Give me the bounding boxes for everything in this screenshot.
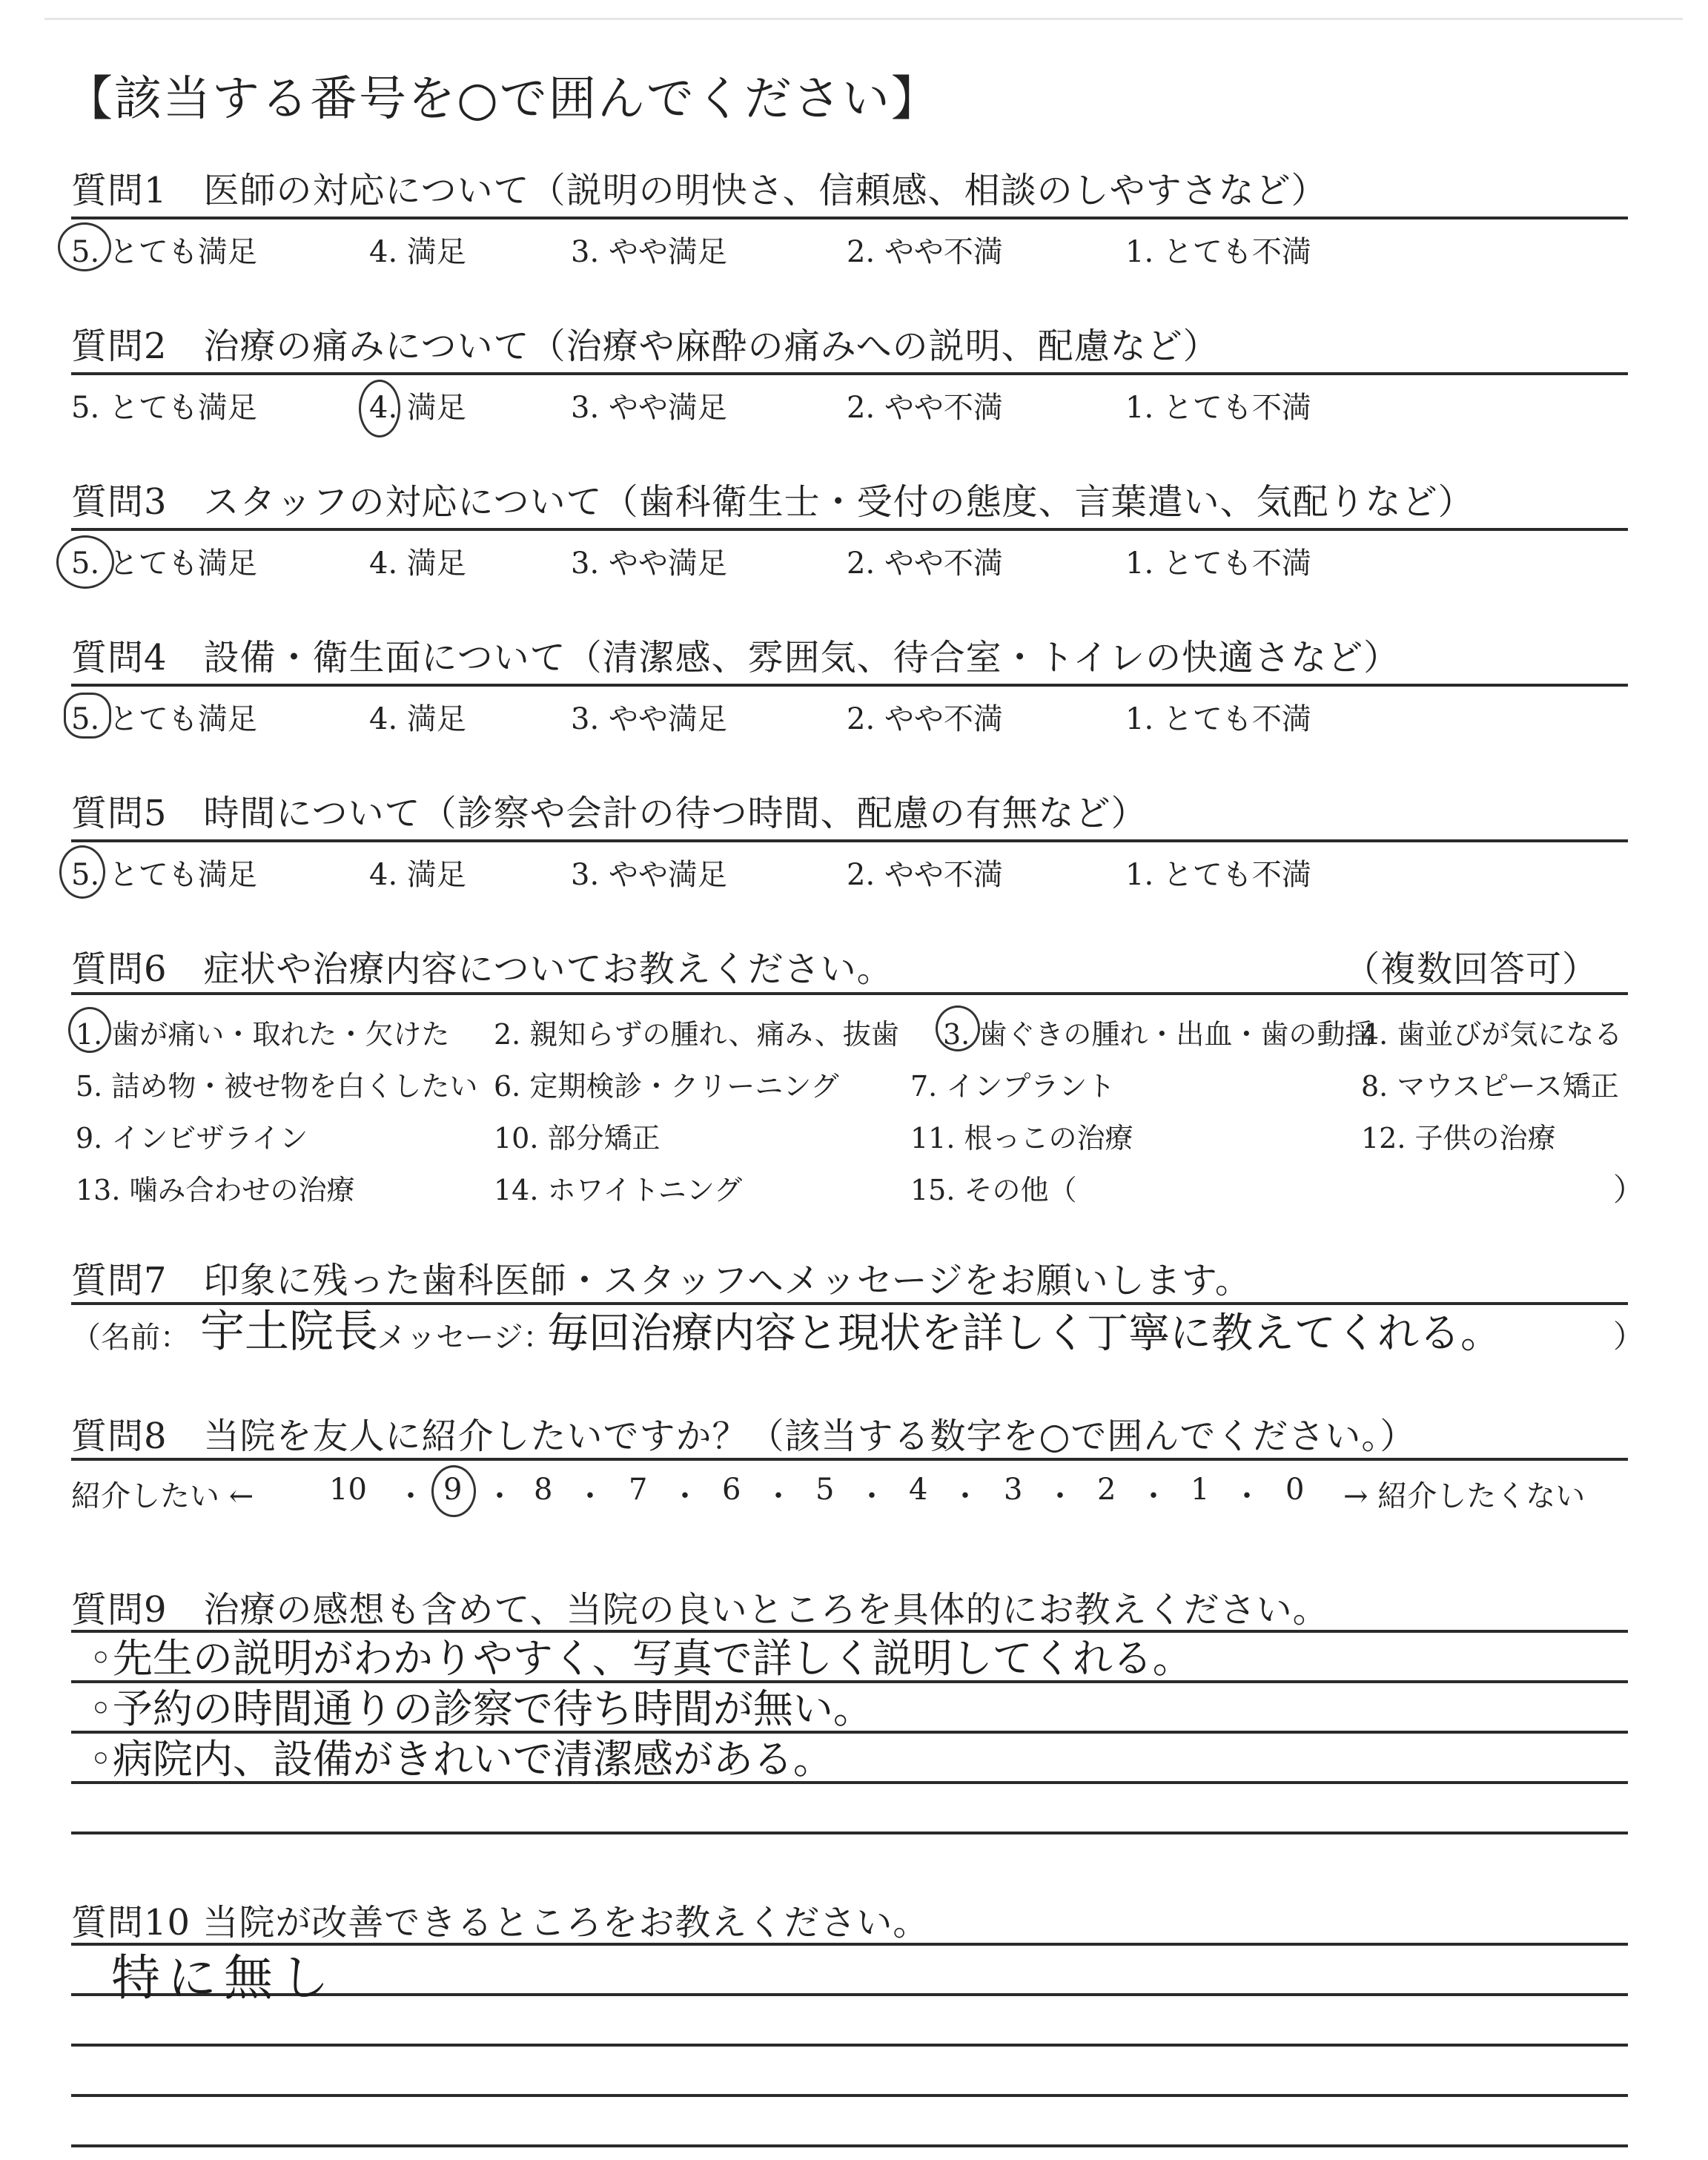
q6-item-3[interactable]: 3. 歯ぐきの腫れ・出血・歯の動揺	[943, 1018, 1374, 1051]
q8-separator: ・	[857, 1479, 887, 1513]
question-6-rule	[71, 992, 1628, 995]
q3-option-5[interactable]: 5. とても満足	[71, 546, 257, 581]
q8-separator: ・	[670, 1479, 700, 1513]
q6-item-1-circle	[68, 1007, 111, 1053]
question-5-title: 質問5 時間について（診察や会計の待つ時間、配慮の有無など）	[71, 793, 1148, 834]
q6-item-1[interactable]: 1. 歯が痛い・取れた・欠けた	[76, 1018, 450, 1051]
question-4-rule	[71, 684, 1628, 687]
q8-number-1[interactable]: 1	[1191, 1473, 1210, 1507]
question-10-title: 質問10 当院が改善できるところをお教えください。	[71, 1902, 930, 1943]
q10-answer-1[interactable]: 特に無し	[111, 1949, 337, 2007]
q4-option-5[interactable]: 5. とても満足	[71, 702, 257, 736]
q6-item-4[interactable]: 4. 歯並びが気になる	[1361, 1018, 1623, 1051]
q2-selected-circle	[359, 380, 400, 437]
question-7-title: 質問7 印象に残った歯科医師・スタッフへメッセージをお願いします。	[71, 1260, 1251, 1301]
question-6-title: 質問6 症状や治療内容についてお教えください。	[71, 948, 893, 990]
q2-option-2[interactable]: 2. やや不満	[847, 391, 1003, 425]
q4-option-4[interactable]: 4. 満足	[369, 702, 466, 736]
q6-item-7[interactable]: 7. インプラント	[910, 1070, 1116, 1103]
q8-separator: ・	[950, 1479, 980, 1513]
q6-item-10[interactable]: 10. 部分矯正	[494, 1122, 661, 1155]
q8-number-9[interactable]: 9	[443, 1473, 463, 1507]
q3-option-3[interactable]: 3. やや満足	[571, 546, 727, 581]
question-3-rule	[71, 528, 1628, 531]
question-6-note: （複数回答可）	[1343, 948, 1598, 990]
q1-option-4[interactable]: 4. 満足	[369, 235, 466, 269]
q3-option-2[interactable]: 2. やや不満	[847, 546, 1003, 581]
q9-answer-1[interactable]: ◦先生の説明がわかりやすく、写真で詳しく説明してくれる。	[89, 1635, 1193, 1682]
q6-item-14[interactable]: 14. ホワイトニング	[494, 1174, 743, 1206]
page-heading: 【該当する番号を○で囲んでください】	[65, 72, 940, 127]
q6-other-close-paren: ）	[1613, 1172, 1645, 1208]
q8-number-10[interactable]: 10	[329, 1473, 367, 1507]
q6-item-13[interactable]: 13. 噛み合わせの治療	[76, 1174, 355, 1206]
q7-message-label: メッセージ：	[377, 1321, 553, 1355]
question-9-title: 質問9 治療の感想も含めて、当院の良いところを具体的にお教えください。	[71, 1589, 1329, 1631]
q7-close-paren: ）	[1613, 1318, 1645, 1355]
q7-name-handwritten[interactable]: 宇土院長	[200, 1306, 378, 1358]
q4-selected-circle	[64, 693, 111, 739]
q6-item-11[interactable]: 11. 根っこの治療	[910, 1122, 1133, 1155]
q10-line-3	[71, 2044, 1628, 2047]
q8-number-4[interactable]: 4	[909, 1473, 928, 1507]
q6-item-15[interactable]: 15. その他（	[910, 1174, 1077, 1206]
q6-item-8[interactable]: 8. マウスピース矯正	[1361, 1070, 1619, 1103]
q8-selected-circle	[431, 1465, 476, 1517]
q8-separator: ・	[1139, 1479, 1168, 1513]
q5-option-2[interactable]: 2. やや不満	[847, 858, 1003, 892]
q5-option-5[interactable]: 5. とても満足	[71, 858, 257, 892]
q2-option-5[interactable]: 5. とても満足	[71, 391, 257, 425]
q3-selected-circle	[56, 535, 114, 589]
q2-option-1[interactable]: 1. とても不満	[1125, 391, 1311, 425]
q8-separator: ・	[396, 1479, 426, 1513]
q1-selected-circle	[58, 222, 111, 271]
q8-left-label: 紹介したい ←	[71, 1479, 254, 1513]
q3-option-4[interactable]: 4. 満足	[369, 546, 466, 581]
question-1-rule	[71, 217, 1628, 219]
q1-option-1[interactable]: 1. とても不満	[1125, 235, 1311, 269]
q6-item-9[interactable]: 9. インビザライン	[76, 1122, 308, 1155]
question-8-title: 質問8 当院を友人に紹介したいですか？（該当する数字を○で囲んでください。）	[71, 1416, 1417, 1457]
q8-number-8[interactable]: 8	[534, 1473, 553, 1507]
q6-item-12[interactable]: 12. 子供の治療	[1361, 1122, 1556, 1155]
q6-item-2[interactable]: 2. 親知らずの腫れ、痛み、抜歯	[494, 1018, 899, 1051]
q6-item-5[interactable]: 5. 詰め物・被せ物を白くしたい	[76, 1070, 478, 1103]
q5-option-1[interactable]: 1. とても不満	[1125, 858, 1311, 892]
q2-option-3[interactable]: 3. やや満足	[571, 391, 727, 425]
q8-number-7[interactable]: 7	[629, 1473, 648, 1507]
q6-item-3-circle	[936, 1005, 980, 1051]
q5-option-4[interactable]: 4. 満足	[369, 858, 466, 892]
q8-separator: ・	[575, 1479, 605, 1513]
question-3-title: 質問3 スタッフの対応について（歯科衛生士・受付の態度、言葉遣い、気配りなど）	[71, 481, 1474, 523]
q8-separator: ・	[764, 1479, 793, 1513]
q9-line-5	[71, 1832, 1628, 1834]
q1-option-3[interactable]: 3. やや満足	[571, 235, 727, 269]
q7-message-handwritten[interactable]: 毎回治療内容と現状を詳しく丁寧に教えてくれる。	[547, 1309, 1502, 1358]
q8-number-0[interactable]: 0	[1285, 1473, 1305, 1507]
q2-option-4[interactable]: 4. 満足	[369, 391, 466, 425]
q1-option-2[interactable]: 2. やや不満	[847, 235, 1003, 269]
q3-option-1[interactable]: 1. とても不満	[1125, 546, 1311, 581]
q8-number-3[interactable]: 3	[1004, 1473, 1023, 1507]
question-4-title: 質問4 設備・衛生面について（清潔感、雰囲気、待合室・トイレの快適さなど）	[71, 637, 1400, 678]
q4-option-1[interactable]: 1. とても不満	[1125, 702, 1311, 736]
q8-separator: ・	[1045, 1479, 1075, 1513]
q4-option-3[interactable]: 3. やや満足	[571, 702, 727, 736]
q7-name-label: （名前：	[71, 1321, 190, 1355]
q4-option-2[interactable]: 2. やや不満	[847, 702, 1003, 736]
question-1-title: 質問1 医師の対応について（説明の明快さ、信頼感、相談のしやすさなど）	[71, 170, 1328, 211]
question-8-rule	[71, 1458, 1628, 1461]
q6-item-6[interactable]: 6. 定期検診・クリーニング	[494, 1070, 839, 1103]
q5-selected-circle	[59, 845, 105, 899]
q10-line-5	[71, 2144, 1628, 2147]
q5-option-3[interactable]: 3. やや満足	[571, 858, 727, 892]
q10-line-4	[71, 2094, 1628, 2097]
question-5-rule	[71, 839, 1628, 842]
q1-option-5[interactable]: 5. とても満足	[71, 235, 257, 269]
q8-number-2[interactable]: 2	[1097, 1473, 1116, 1507]
q9-answer-3[interactable]: ◦病院内、設備がきれいで清潔感がある。	[89, 1736, 833, 1783]
q9-answer-2[interactable]: ◦予約の時間通りの診察で待ち時間が無い。	[89, 1685, 873, 1732]
q8-number-6[interactable]: 6	[722, 1473, 741, 1507]
q8-number-5[interactable]: 5	[815, 1473, 835, 1507]
q8-separator: ・	[1232, 1479, 1262, 1513]
q8-separator: ・	[485, 1479, 514, 1513]
question-2-rule	[71, 372, 1628, 375]
question-2-title: 質問2 治療の痛みについて（治療や麻酔の痛みへの説明、配慮など）	[71, 326, 1219, 367]
q8-right-label: → 紹介したくない	[1343, 1479, 1586, 1513]
page-top-edge	[44, 18, 1683, 20]
